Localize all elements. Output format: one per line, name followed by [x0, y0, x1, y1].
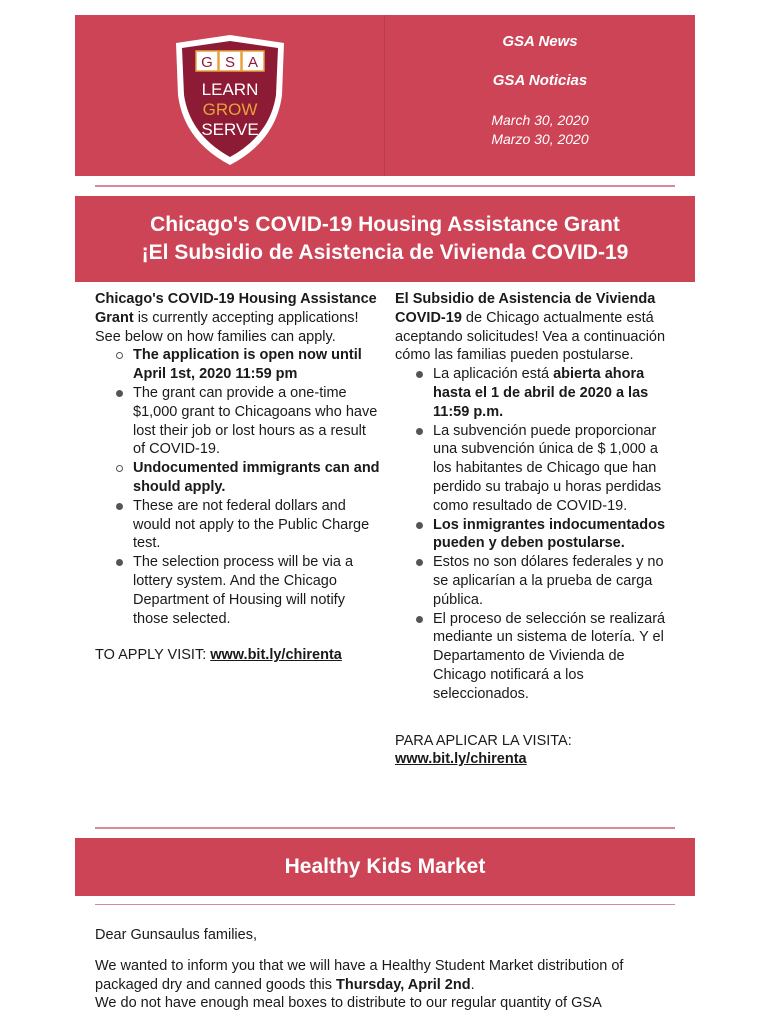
- intro-text: is currently accepting applications! See below on how families can apply.: [95, 309, 359, 345]
- para1-end: .: [470, 976, 475, 993]
- list-item: Undocumented immigrants can and should apply.: [133, 460, 380, 495]
- kids-market-body: [95, 926, 675, 1013]
- newsletter-header: [75, 15, 695, 176]
- housing-intro-en: [95, 290, 380, 346]
- housing-title-es: ¡El Subsidio de Asistencia de Vivienda COVID-19: [141, 241, 629, 264]
- logo-letter-s: S: [224, 54, 236, 71]
- housing-list-es: [395, 365, 680, 703]
- list-item: The application is open now until April 1st, 2020 11:59 pm: [133, 346, 380, 384]
- logo-learn: LEARN: [201, 80, 259, 99]
- logo-letter-g: G: [201, 54, 213, 71]
- list-item: El proceso de selección se realizará mediante un sistema de lotería. Y el Departamento de Vivienda de Chicago notificará a los seleccionados.: [433, 610, 680, 704]
- intro-bold: El Subsidio de Asistencia de Vivienda COVID-19: [395, 291, 656, 326]
- logo-letter-a: A: [247, 54, 259, 71]
- para1-text: We wanted to inform you that we will have a Healthy Student Market distribution of packaged dry and canned goods this: [95, 957, 624, 993]
- list-item-pre: La aplicación está: [433, 366, 554, 383]
- housing-english-column: [95, 290, 380, 665]
- section-divider: [95, 827, 675, 829]
- date-es: Marzo 30, 2020: [491, 131, 589, 147]
- list-item-bold: abierta ahora hasta el 1 de abril de 2020 a las 11:59 p.m.: [433, 366, 649, 420]
- kids-paragraph-1: [95, 957, 675, 995]
- date-en: March 30, 2020: [491, 112, 589, 128]
- news-title-es: GSA Noticias: [492, 72, 588, 89]
- gsa-logo: [170, 33, 290, 168]
- kids-paragraph-2: We do not have enough meal boxes to distribute to our regular quantity of GSA: [95, 995, 602, 1012]
- housing-title-en: Chicago's COVID-19 Housing Assistance Grant: [150, 213, 620, 236]
- section-divider: [95, 904, 675, 905]
- kids-market-title: Healthy Kids Market: [284, 855, 486, 878]
- kids-market-banner: [75, 838, 695, 896]
- list-item: Los inmigrantes indocumentados pueden y deben postularse.: [433, 516, 680, 554]
- apply-label-es: PARA APLICAR LA VISITA:: [395, 732, 572, 749]
- list-item: [433, 365, 680, 421]
- apply-label-en: TO APPLY VISIT:: [95, 647, 211, 664]
- logo-grow: GROW: [202, 100, 258, 119]
- kids-greeting: Dear Gunsaulus families,: [95, 927, 257, 943]
- housing-list-en: [95, 346, 380, 628]
- apply-line-es: [395, 750, 680, 769]
- apply-link-en[interactable]: www.bit.ly/chirenta: [210, 647, 342, 664]
- list-item: The grant can provide a one-time $1,000 grant to Chicagoans who have lost their job or lost hours as a result of COVID-19.: [133, 384, 380, 459]
- list-item: The selection process will be via a lottery system. And the Chicago Department of Housing will notify those selected.: [133, 553, 380, 628]
- apply-line-en: [95, 646, 380, 665]
- news-title-en: GSA News: [502, 33, 578, 50]
- list-item: These are not federal dollars and would not apply to the Public Charge test.: [133, 497, 380, 553]
- housing-banner: [75, 196, 695, 282]
- housing-intro-es: [395, 290, 680, 365]
- logo-serve: SERVE: [201, 120, 259, 139]
- apply-link-es[interactable]: www.bit.ly/chirenta: [395, 751, 527, 768]
- list-item: La subvención puede proporcionar una subvención única de $ 1,000 a los habitantes de Chicago que han perdido su trabajo u horas perdidas como resultado de COVID-19.: [433, 422, 680, 516]
- list-item: Estos no son dólares federales y no se aplicarían a la prueba de carga pública.: [433, 553, 680, 609]
- housing-spanish-column: [395, 290, 680, 769]
- section-divider: [95, 185, 675, 187]
- para1-date: Thursday, April 2nd: [336, 976, 471, 993]
- intro-bold: Chicago's COVID-19 Housing Assistance Grant: [95, 291, 377, 326]
- intro-text: de Chicago actualmente está aceptando solicitudes! Vea a continuación cómo las familias pueden postularse.: [395, 309, 666, 364]
